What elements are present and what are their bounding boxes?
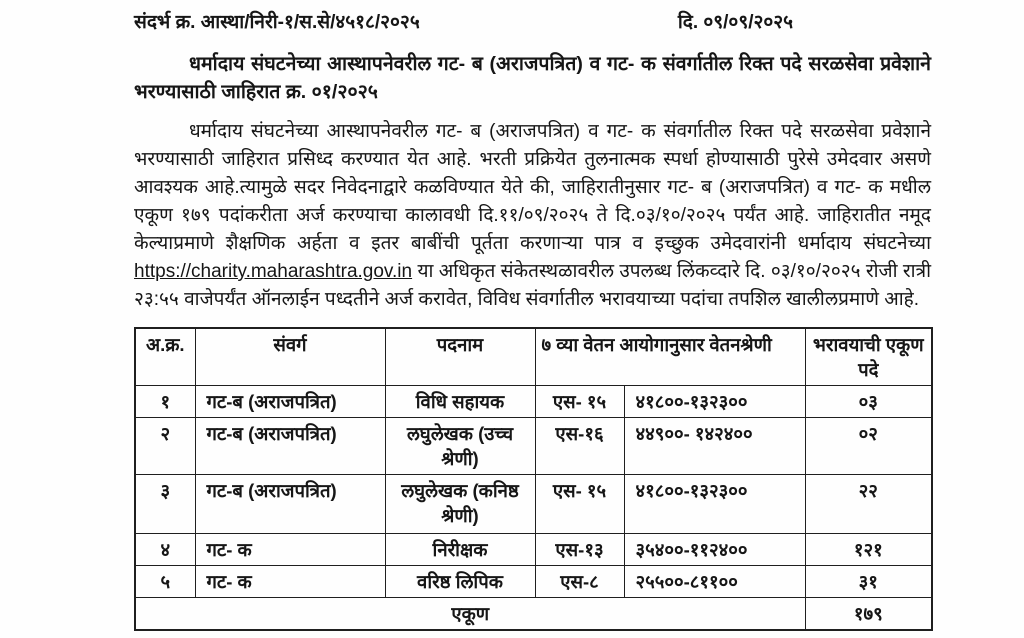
col-header-sr-no: अ.क्र. — [135, 328, 195, 386]
reference-number: संदर्भ क्र. आस्था/निरी-१/स.से/४५१८/२०२५ — [134, 12, 420, 33]
cell-sr-no: २ — [135, 418, 195, 475]
cell-cadre: गट-ब (अराजपत्रित) — [195, 475, 385, 534]
cell-posts-count: ०२ — [805, 418, 932, 475]
cell-sr-no: ३ — [135, 475, 195, 534]
cell-designation: विधि सहायक — [385, 386, 535, 418]
cell-pay-level: एस-१६ — [535, 418, 624, 475]
table-row — [135, 386, 932, 418]
cell-pay-level: एस-१३ — [535, 534, 624, 566]
cell-posts-count: ०३ — [805, 386, 932, 418]
cell-cadre: गट- क — [195, 534, 385, 566]
total-label: एकूण — [135, 598, 805, 631]
body-text-before-url: धर्मादाय संघटनेच्या आस्थापनेवरील गट- ब (अराजपत्रित) व गट- क संवर्गातील रिक्त पदे सरळसेवा प्रवेशाने भरण्यासाठी जाहिरात प्रसिध्द करण्यात येत आहे. भरती प्रक्रियेत तुलनात्मक स्पर्धा होण्यासाठी पुरेसे उमेदवार असणे आवश्यक आहे.त्यामुळे सदर निवेदनाद्वारे कळविण्यात येते की, जाहिरातीनुसार गट- ब (अराजपत्रित) व गट- क मधील एकूण १७९ पदांकरीता अर्ज करण्याचा कालावधी दि.११/०९/२०२५ ते दि.०३/१०/२०२५ पर्यंत आहे. जाहिरातीत नमूद केल्याप्रमाणे शैक्षणिक अर्हता व इतर बाबींची पूर्तता करणाऱ्या पात्र व इच्छुक उमेदवारांनी धर्मादाय संघटनेच्या — [134, 121, 931, 254]
cell-designation: लघुलेखक (उच्च श्रेणी) — [385, 418, 535, 475]
table-row — [135, 418, 932, 475]
cell-designation: वरिष्ठ लिपिक — [385, 566, 535, 598]
cell-pay-range: ४१८००-१३२३०० — [624, 475, 805, 534]
cell-posts-count: २२ — [805, 475, 932, 534]
reference-line — [134, 8, 931, 34]
cell-posts-count: १२१ — [805, 534, 932, 566]
cell-pay-range: २५५००-८११०० — [624, 566, 805, 598]
cell-sr-no: ४ — [135, 534, 195, 566]
cell-designation: निरीक्षक — [385, 534, 535, 566]
table-row — [135, 566, 932, 598]
vacancy-table — [134, 327, 933, 631]
col-header-total-posts: भरावयाची एकूण पदे — [805, 328, 932, 386]
total-row — [135, 598, 932, 631]
col-header-designation: पदनाम — [385, 328, 535, 386]
notice-body — [134, 118, 931, 314]
cell-sr-no: १ — [135, 386, 195, 418]
cell-cadre: गट-ब (अराजपत्रित) — [195, 418, 385, 475]
body-text-after-url: या अधिकृत संकेतस्थळावरील उपलब्ध लिंकव्दारे दि. ०३/१०/२०२५ रोजी रात्री २३:५५ वाजेपर्यंत ऑनलाईन पध्दतीने अर्ज करावेत, विविध संवर्गातील भरावयाच्या पदांचा तपशिल खालीलप्रमाणे आहे. — [134, 261, 931, 310]
total-posts-value: १७९ — [805, 598, 932, 631]
cell-cadre: गट- क — [195, 566, 385, 598]
cell-cadre: गट-ब (अराजपत्रित) — [195, 386, 385, 418]
col-header-pay-scale: ७ व्या वेतन आयोगानुसार वेतनश्रेणी — [535, 328, 805, 386]
notice-content — [134, 8, 931, 631]
col-header-cadre: संवर्ग — [195, 328, 385, 386]
cell-pay-range: ४१८००-१३२३०० — [624, 386, 805, 418]
cell-pay-level: एस-८ — [535, 566, 624, 598]
cell-pay-level: एस- १५ — [535, 386, 624, 418]
cell-posts-count: ३१ — [805, 566, 932, 598]
cell-pay-range: ३५४००-११२४०० — [624, 534, 805, 566]
cell-sr-no: ५ — [135, 566, 195, 598]
charity-website-url[interactable]: https://charity.maharashtra.gov.in — [134, 261, 413, 282]
notice-title: धर्मादाय संघटनेच्या आस्थापनेवरील गट- ब (अराजपत्रित) व गट- क संवर्गातील रिक्त पदे सरळसेवा प्रवेशाने भरण्यासाठी जाहिरात क्र. ०१/२०२५ — [134, 53, 931, 103]
cell-pay-range: ४४९००- १४२४०० — [624, 418, 805, 475]
table-row — [135, 534, 932, 566]
table-header-row — [135, 328, 932, 386]
cell-pay-level: एस- १५ — [535, 475, 624, 534]
cell-designation: लघुलेखक (कनिष्ठ श्रेणी) — [385, 475, 535, 534]
table-row — [135, 475, 932, 534]
notice-date: दि. ०९/०९/२०२५ — [677, 12, 793, 33]
